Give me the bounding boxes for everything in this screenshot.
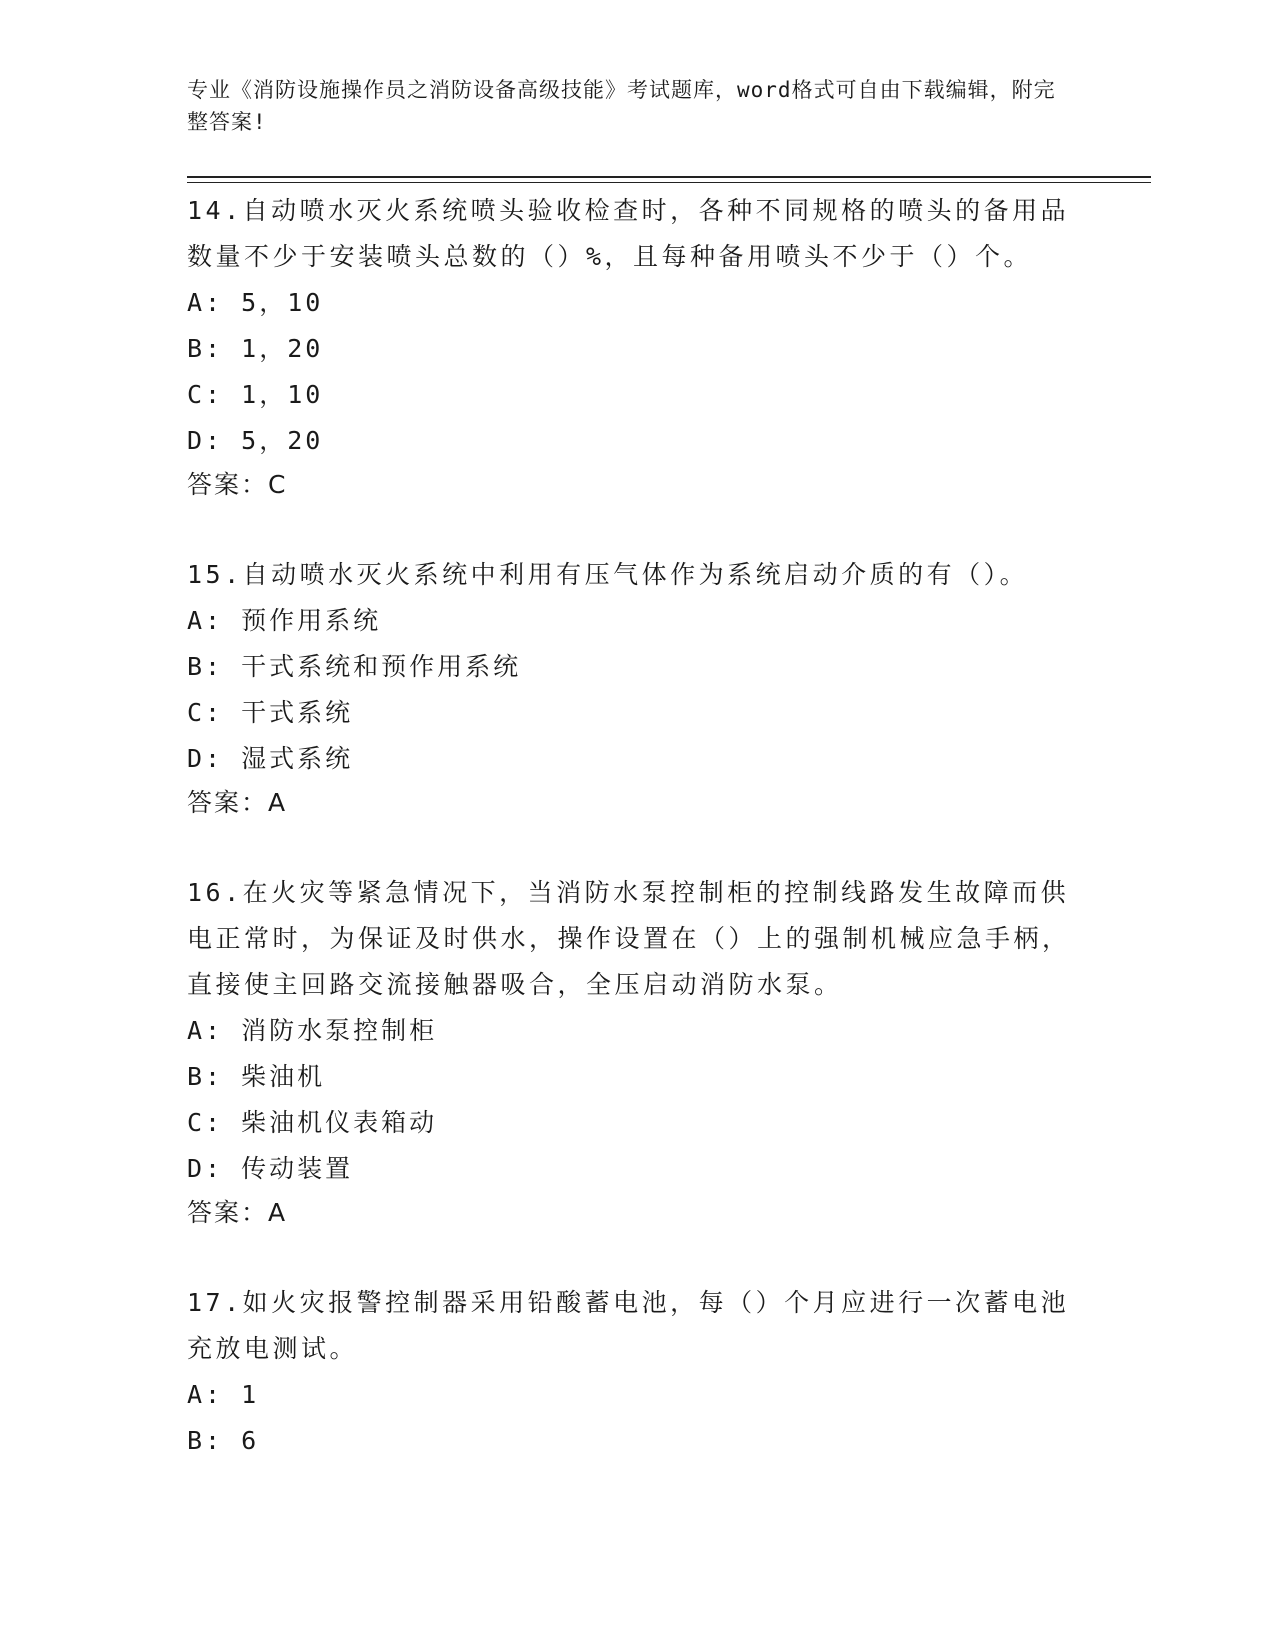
- option-c: C: 1，10: [187, 380, 324, 409]
- option-b: B: 6: [187, 1426, 260, 1455]
- option-d: D: 5，20: [187, 426, 324, 455]
- option-a: A: 1: [187, 1380, 260, 1409]
- option-a: A: 预作用系统: [187, 606, 382, 635]
- option-d: D: 传动装置: [187, 1154, 354, 1183]
- option-a: A: 5，10: [187, 288, 324, 317]
- option-a: A: 消防水泵控制柜: [187, 1016, 438, 1045]
- question-list: [187, 188, 1087, 1510]
- header-divider-thin: [187, 182, 1151, 183]
- document-header: [187, 74, 1067, 138]
- option-c: C: 干式系统: [187, 698, 354, 727]
- question-16: [187, 870, 1087, 1234]
- option-b: B: 柴油机: [187, 1062, 326, 1091]
- header-divider-thick: [187, 176, 1151, 178]
- question-stem: 15.自动喷水灭火系统中利用有压气体作为系统启动介质的有（）。: [187, 560, 1029, 589]
- answer: 答案：A: [187, 788, 288, 817]
- option-d: D: 湿式系统: [187, 744, 354, 773]
- question-stem: 17.如火灾报警控制器采用铅酸蓄电池，每（）个月应进行一次蓄电池充放电测试。: [187, 1288, 1070, 1363]
- answer: 答案：A: [187, 1198, 288, 1227]
- answer: 答案：C: [187, 470, 288, 499]
- question-stem: 16.在火灾等紧急情况下，当消防水泵控制柜的控制线路发生故障而供电正常时，为保证及时供水，操作设置在（）上的强制机械应急手柄，直接使主回路交流接触器吸合，全压启动消防水泵。: [187, 878, 1071, 999]
- question-17: [187, 1280, 1087, 1464]
- option-b: B: 1，20: [187, 334, 324, 363]
- header-text: 专业《消防设施操作员之消防设备高级技能》考试题库，word格式可自由下载编辑，附完整答案!: [187, 78, 1056, 134]
- option-b: B: 干式系统和预作用系统: [187, 652, 522, 681]
- question-14: [187, 188, 1087, 506]
- option-c: C: 柴油机仪表箱动: [187, 1108, 438, 1137]
- question-stem: 14.自动喷水灭火系统喷头验收检查时，各种不同规格的喷头的备用品数量不少于安装喷头总数的（）%，且每种备用喷头不少于（）个。: [187, 196, 1070, 271]
- question-15: [187, 552, 1087, 824]
